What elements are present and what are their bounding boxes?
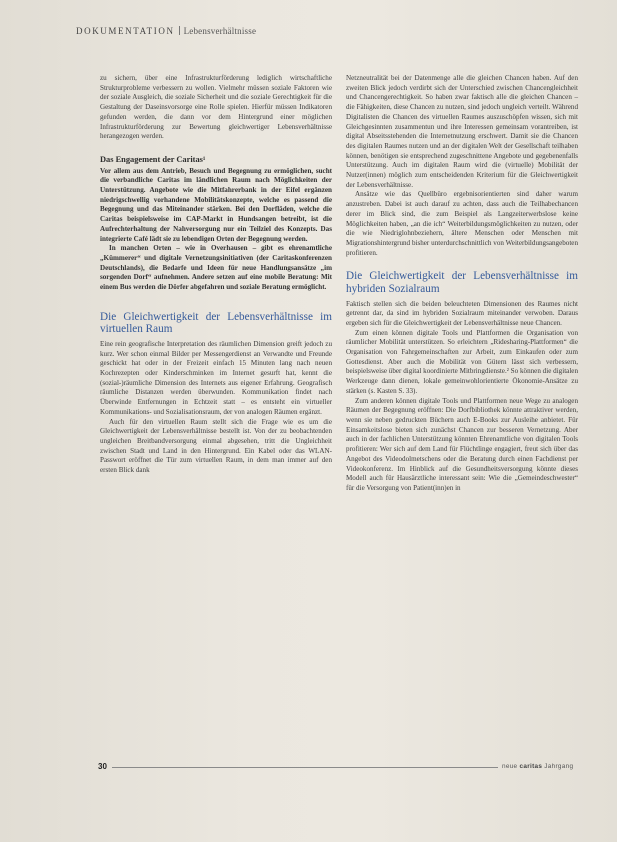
page-number: 30 (98, 762, 107, 771)
body-paragraph: Zum anderen können digitale Tools und Plattformen neue Wege zu analogen Räumen der Begegnung eröffnen: Die Dorfbibliothek könnte attraktiver werden, wenn sie neben gedruckten Büchern auch E-Books zur Ausleihe anbietet. Für Einsamkeitslose bieten sich zunächst Chancen zur besseren Vernetzung. Aber auch in der fachlichen Unterstützung könnten Ehrenamtliche von digitalen Tools profitieren: Wer sich auf dem Land für Flüchtlinge engagiert, freut sich über das Angebot des Videodolmetschens oder die Beratung durch einen Fachdienst per Videokonferenz. Im Hinblick auf die Gesundheitsversorgung könnte dieses Modell auch für Hausärztliche interessant sein: Wie die „Gemeindeschwester“ für die Versorgung von Patient(inn)en in (346, 396, 578, 492)
box-paragraph-2: In manchen Orten – wie in Overhausen – gibt es ehrenamtliche „Kümmerer“ und digitale Vernetzungsinitiativen (der Caritaskonferenzen Deutschlands), die Bedarfe und Ideen für neue Handlungsansätze „im sorgenden Dorf“ aufnehmen. Andere setzen auf eine mobile Beratung: Mit einem Bus werden die Dörfer abgefahren und soziale Beratung ermöglicht. (100, 244, 332, 292)
intro-paragraph: zu sichern, über eine Infrastrukturförderung lediglich wirtschaftliche Strukturprobleme verbessern zu wollen. Vielmehr müssen soziale Faktoren wie der soziale Ausgleich, die soziale Sicherheit und die soziale Gerechtigkeit für die Gestaltung der Daseinsvorsorge eine Rolle spielen. Hierfür müssen Indikatoren gefunden werden, die dann vor dem Hintergrund einer möglichen Infrastrukturförderung zur Bewertung gleichwertiger Lebensverhältnisse herangezogen werden. (100, 74, 332, 141)
body-paragraph: Eine rein geografische Interpretation des räumlichen Dimension greift jedoch zu kurz. Wer schon einmal Bilder per Messengerdienst an Verwandte und Freunde geschickt hat oder in der Freizeit einfach 15 Minuten lang nach neuen Kochrezepten oder Kinderschminken im Internet gesurft hat, kennt die (sozial-)räumliche Dimension des Internets aus eigener Erfahrung. Geografisch räumliche Distanzen werden überwunden. Kommunikation findet nach Überwinde Entfernungen in Echtzeit statt – es entsteht ein virtueller Kommunikations- und Sozialisationsraum, der von analogen Räumen ergänzt. (100, 339, 332, 416)
section-heading-hybrid: Die Gleichwertigkeit der Lebensverhältnisse im hybriden Sozialraum (346, 270, 578, 295)
body-paragraph: Zum einen können digitale Tools und Plattformen die Organisation von räumlicher Mobilität unterstützen. So erleichtern „Ridesharing-Plattformen“ die Organisation von Fahrgemeinschaften zur Arbeit, zum Einkaufen oder zum Gottesdienst. Aber auch die Mobilität von Gütern lässt sich verbessern, beispielsweise über digital koordinierte Mitbringdienste.² So können die digitalen Werkzeuge dann dienen, lokale gemeinwohlorientierte Ökonomie-Ansätze zu stärken (s. Kasten S. 33). (346, 328, 578, 395)
box-title: Das Engagement der Caritas¹ (100, 154, 206, 164)
footer-divider (112, 767, 498, 768)
caritas-info-box (100, 153, 332, 293)
left-column (100, 74, 332, 476)
section-heading-virtual: Die Gleichwertigkeit der Lebensverhältnisse im virtuellen Raum (100, 310, 332, 336)
publication-title: caritas (519, 763, 543, 770)
publication-name (502, 763, 573, 770)
body-paragraph: Auch für den virtuellen Raum stellt sich die Frage wie es um die Gleichwertigkeit der Lebensverhältnisse bestellt ist. Von der zu beobachtenden ungleichen Breitbandversorgung einmal abgesehen, tritt die Ungleichheit zwischen Stadt und Land in den Hintergrund. Ein Kabel oder das WLAN-Passwort eröffnet die Tür zum virtuellen Raum, in dem man immer auf den ersten Blick dank (100, 417, 332, 475)
body-paragraph: Faktisch stellen sich die beiden beleuchteten Dimensionen des Raumes nicht getrennt dar, da sind im hybriden Sozialraum miteinander verwoben. Daraus ergeben sich für die Gleichwertigkeit der Lebensverhältnisse neue Chancen. (346, 299, 578, 327)
header-section: DOKUMENTATION (76, 26, 175, 36)
header-subtitle: Lebensverhältnisse (183, 26, 257, 36)
header-divider (179, 26, 180, 35)
body-paragraph: Ansätze wie das Quellbüro ergebnisorientierten sind daher warum anzustreben. Dabei ist auch darauf zu achten, dass auch die Teilhabechancen derer im Blick sind, die zum Beispiel als Langzeiterwerbslose keine Möglichkeiten haben, „an die ich“ Weiterbildungsmöglichkeiten zu nutzen, oder die wie Niedriglohnbeziehern, ältere Menschen oder Menschen mit Migrationshintergrund bisher unterdurchschnittlich von Weiterbildungsangeboten profitieren. (346, 190, 578, 257)
body-paragraph: Netzneutralität bei der Datenmenge alle die gleichen Chancen haben. Auf den zweiten Blick jedoch verdirbt sich der Unterschied zwischen Chancengleichheit und Chancengerechtigkeit. So haben zwar faktisch alle die gleichen Chancen – die Fähigkeiten, diese Chancen zu nutzen, sind jedoch ungleich verteilt. Während Digitalisten die Chancen des virtuellen Raumes auszuschöpfen wissen, sich mit Gleichgesinnten zusammentun und ihre Interessen gemeinsam vorantreiben, ist digital Abseitsstehenden die Internetnutzung erschwert. Damit sie die Chancen des digitalen Raumes nutzen und an der digitalen Welt der Gesellschaft teilhaben können, benötigen sie entsprechend zugeschnittene Angebote und gegebenenfalls Unterstützung. Auch im digitalen Raum wird die (virtuelle) Mobilität der Nutzer(innen) möglich zum entscheidenden Kriterium für die Gleichwertigkeit der Lebensverhältnisse. (346, 74, 578, 189)
publication-prefix: neue (502, 763, 518, 770)
right-column (346, 74, 578, 494)
running-header (76, 26, 256, 36)
box-paragraph-1: Vor allem aus dem Antrieb, Besuch und Begegnung zu ermöglichen, sucht die verbandliche Caritas im ländlichen Raum nach Möglichkeiten der Unterstützung. Angebote wie die Mitfahrerbank in der Eifel ergänzen niedrigschwellig vorhandene Mobilitätskonzepte, welche es passend die Begegnung und das Miteinander stärken. Bei den Dorfläden, welche die Caritas beispielsweise im CAP-Markt in Hundsangen betreibt, ist die Aufrechterhaltung der Nahversorgung nur ein Teilziel des Konzepts. Das integrierte Café lädt sie zu lebendigen Orten der Begegnung werden. (100, 166, 332, 243)
publication-suffix: Jahrgang (544, 763, 574, 770)
